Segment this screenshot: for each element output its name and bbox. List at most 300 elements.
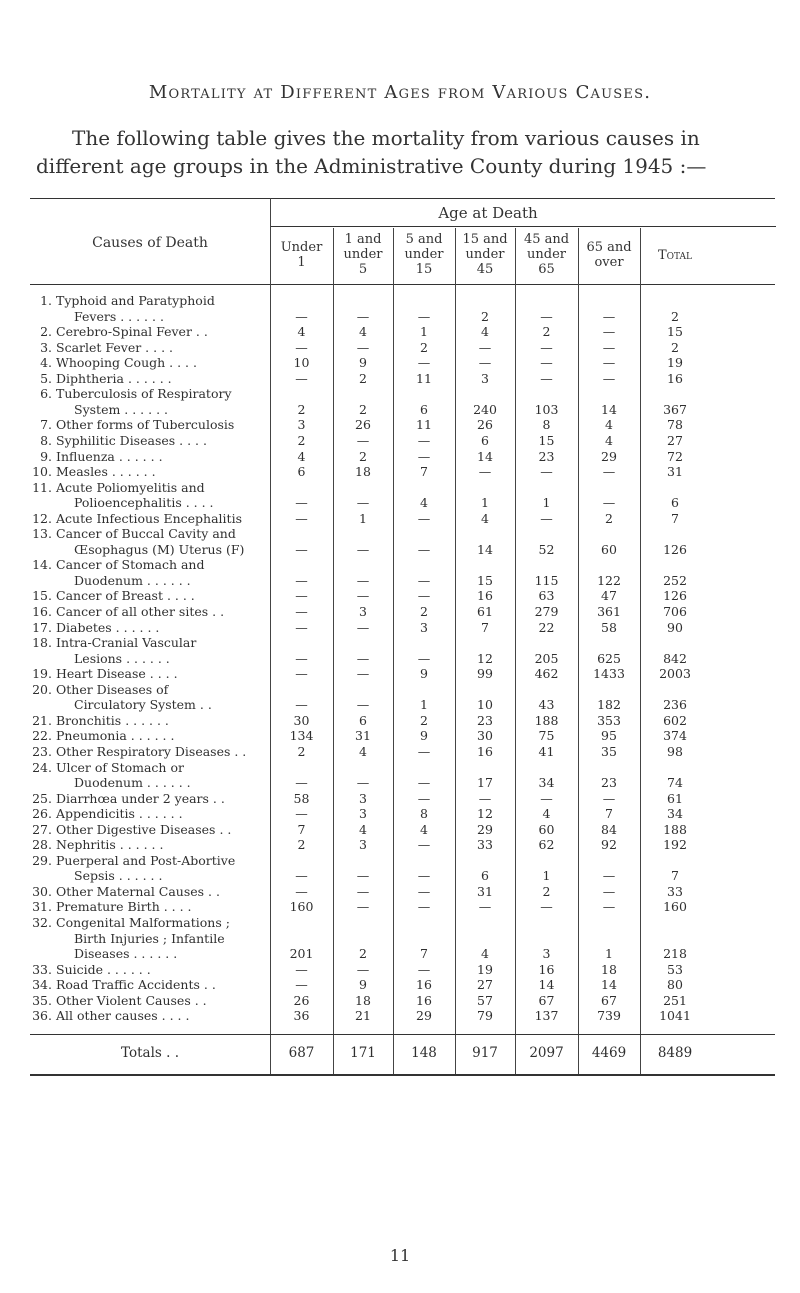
cause-label-line: Diabetes . . . . . . xyxy=(56,619,160,635)
value-cell: 27 xyxy=(667,432,683,448)
cause-number: 18. xyxy=(32,635,52,651)
total-cell: 917 xyxy=(472,1044,498,1061)
table-row xyxy=(30,417,800,433)
table-row xyxy=(30,386,800,417)
value-cell: — xyxy=(602,868,616,884)
value-cell: — xyxy=(602,370,616,386)
value-cell: — xyxy=(295,339,308,355)
value-cell: — xyxy=(540,510,553,526)
value-cell: 160 xyxy=(289,899,314,915)
value-cell: 16 xyxy=(667,370,683,386)
value-cell: 4 xyxy=(605,417,613,433)
value-cell: 29 xyxy=(416,1008,432,1024)
value-cell: — xyxy=(356,339,370,355)
value-cell: — xyxy=(540,790,553,806)
value-cell: 19 xyxy=(477,961,493,977)
value-cell: — xyxy=(417,432,431,448)
table-row xyxy=(30,449,800,465)
value-cell: — xyxy=(417,790,431,806)
cause-number: 13. xyxy=(32,526,52,542)
value-cell: 7 xyxy=(420,946,428,962)
value-cell: — xyxy=(295,977,308,993)
value-cell: 2 xyxy=(605,510,613,526)
cause-number: 22. xyxy=(32,728,52,744)
cause-number: 25. xyxy=(32,790,52,806)
value-cell: 57 xyxy=(477,992,493,1008)
value-cell: 2 xyxy=(542,883,551,899)
value-cell: 1 xyxy=(542,495,551,511)
value-cell: 4 xyxy=(605,432,613,448)
value-cell: 67 xyxy=(601,992,617,1008)
value-cell: 84 xyxy=(601,821,617,837)
value-cell: 2 xyxy=(359,448,367,464)
value-cell: 7 xyxy=(605,806,613,822)
cause-number: 35. xyxy=(32,992,52,1008)
value-cell: 35 xyxy=(601,743,617,759)
value-cell: — xyxy=(295,868,308,884)
cause-number: 27. xyxy=(32,821,52,837)
value-cell: 80 xyxy=(667,977,683,993)
cause-cell xyxy=(30,837,280,853)
value-cell: 23 xyxy=(538,448,555,464)
value-cell: 2 xyxy=(420,712,428,728)
value-cell: 43 xyxy=(538,697,555,713)
value-cell: 4 xyxy=(481,324,489,340)
value-cell: — xyxy=(295,604,308,619)
column-header-line: 15 xyxy=(415,262,433,277)
value-cell: 11 xyxy=(416,370,432,386)
value-cell: 8 xyxy=(542,417,551,433)
value-cell: 1433 xyxy=(593,666,625,682)
cause-number: 16. xyxy=(32,604,52,619)
value-cell: — xyxy=(356,619,370,635)
cause-number: 32. xyxy=(32,915,52,930)
page-title: Mortality at Different Ages from Various Causes. xyxy=(148,82,652,103)
value-cell: 2 xyxy=(297,837,306,853)
cause-label-line: Road Traffic Accidents . . xyxy=(56,977,216,993)
table-row xyxy=(30,822,800,838)
value-cell: — xyxy=(295,775,308,791)
cause-label-line: Acute Poliomyelitis and xyxy=(56,479,205,495)
value-cell: — xyxy=(356,697,370,713)
table-row xyxy=(30,915,800,962)
table-row xyxy=(30,728,800,744)
cause-label-line: Intra-Cranial Vascular xyxy=(56,635,197,651)
cause-label-line: Other Respiratory Diseases . . xyxy=(56,743,247,759)
table-row xyxy=(30,977,800,993)
value-cell: 103 xyxy=(534,401,559,417)
header-bottom-rule xyxy=(30,284,775,285)
cause-number: 9. xyxy=(40,448,52,464)
cause-label-line: Measles . . . . . . xyxy=(56,464,156,480)
intro-paragraph xyxy=(36,124,760,180)
table-row xyxy=(30,293,800,324)
value-cell: 192 xyxy=(663,837,687,853)
table-row xyxy=(30,744,800,760)
value-cell: 16 xyxy=(477,743,493,759)
cause-cell xyxy=(30,1008,280,1024)
table-row xyxy=(30,604,800,620)
cause-cell xyxy=(30,744,280,760)
table-top-rule xyxy=(30,198,775,199)
value-cell: — xyxy=(356,495,370,511)
table-bottom-rule xyxy=(30,1074,775,1076)
value-cell: — xyxy=(417,355,431,371)
value-cell: 26 xyxy=(477,417,493,433)
column-header-line: over xyxy=(594,255,624,270)
value-cell: 12 xyxy=(477,650,493,666)
value-cell: — xyxy=(295,572,308,588)
value-cell: — xyxy=(295,588,308,604)
value-cell: 60 xyxy=(538,821,555,837)
value-cell: 16 xyxy=(416,992,432,1008)
cause-number: 12. xyxy=(32,510,52,526)
value-cell: 14 xyxy=(601,401,617,417)
cause-label-line: Birth Injuries ; Infantile xyxy=(74,930,225,946)
value-cell: 160 xyxy=(663,899,687,915)
value-cell: — xyxy=(295,510,308,526)
value-cell: 47 xyxy=(601,588,617,604)
value-cell: 15 xyxy=(667,324,683,340)
value-cell: 4 xyxy=(359,324,367,340)
value-cell: — xyxy=(295,961,308,977)
cause-cell xyxy=(30,760,280,791)
value-cell: 29 xyxy=(601,448,617,464)
value-cell: — xyxy=(295,806,308,822)
value-cell: 14 xyxy=(477,448,493,464)
value-cell: — xyxy=(356,308,370,324)
value-cell: 15 xyxy=(538,432,555,448)
cause-cell xyxy=(30,526,280,557)
value-cell: 33 xyxy=(667,883,683,899)
value-cell: 15 xyxy=(477,572,493,588)
value-cell: 3 xyxy=(542,946,551,962)
value-cell: 2 xyxy=(297,401,306,417)
column-header-line: 45 and xyxy=(523,232,570,247)
causes-heading: Causes of Death xyxy=(92,235,208,251)
value-cell: 26 xyxy=(293,992,310,1008)
value-cell: 462 xyxy=(534,666,559,682)
value-cell: 9 xyxy=(359,355,367,371)
value-cell: 4 xyxy=(420,495,428,511)
value-cell: 218 xyxy=(663,946,687,962)
value-cell: 625 xyxy=(597,650,621,666)
intro-line-2: different age groups in the Administrative County during 1945 :— xyxy=(36,154,707,178)
column-header xyxy=(393,232,455,277)
cause-number: 30. xyxy=(32,883,52,899)
cause-label-line: System . . . . . . xyxy=(74,401,168,417)
value-cell: 6 xyxy=(359,712,367,728)
cause-number: 21. xyxy=(32,712,52,728)
value-cell: — xyxy=(417,588,431,604)
cause-cell xyxy=(30,449,280,465)
value-cell: 4 xyxy=(481,510,489,526)
cause-number: 28. xyxy=(32,837,52,853)
cause-label-line: Polioencephalitis . . . . xyxy=(74,495,214,511)
value-cell: — xyxy=(602,495,616,511)
value-cell: 6 xyxy=(297,464,306,480)
cause-cell xyxy=(30,557,280,588)
value-cell: 367 xyxy=(663,401,687,417)
table-row xyxy=(30,371,800,387)
value-cell: — xyxy=(295,308,308,324)
table-row xyxy=(30,899,800,915)
column-header-line: 1 xyxy=(297,255,306,270)
value-cell: 11 xyxy=(416,417,432,433)
cause-cell xyxy=(30,480,280,511)
value-cell: — xyxy=(417,510,431,526)
table-row xyxy=(30,760,800,791)
total-cell: 4469 xyxy=(591,1044,627,1061)
value-cell: 53 xyxy=(667,961,683,977)
cause-cell xyxy=(30,728,280,744)
value-cell: 1 xyxy=(481,495,489,511)
cause-label-line: Nephritis . . . . . . xyxy=(56,837,164,853)
cause-number: 19. xyxy=(32,666,52,682)
value-cell: 2 xyxy=(359,946,367,962)
cause-number: 36. xyxy=(32,1008,52,1024)
cause-label-line: Heart Disease . . . . xyxy=(56,666,178,682)
cause-label-line: Puerperal and Post-Abortive xyxy=(56,852,236,868)
cause-label-line: Other forms of Tuberculosis xyxy=(56,417,235,433)
cause-number: 34. xyxy=(32,977,52,993)
value-cell: 122 xyxy=(597,572,621,588)
total-cell: 148 xyxy=(411,1044,437,1061)
value-cell: 1 xyxy=(420,324,428,340)
value-cell: 58 xyxy=(601,619,617,635)
value-cell: 182 xyxy=(597,697,621,713)
value-cell: — xyxy=(602,790,616,806)
value-cell: — xyxy=(417,541,431,557)
value-cell: 18 xyxy=(355,992,371,1008)
value-cell: — xyxy=(417,650,431,666)
value-cell: 62 xyxy=(538,837,555,853)
table-row xyxy=(30,588,800,604)
cause-label-line: Other Diseases of xyxy=(56,681,169,697)
table-row xyxy=(30,526,800,557)
value-cell: 16 xyxy=(538,961,555,977)
value-cell: 14 xyxy=(477,541,493,557)
value-cell: 353 xyxy=(597,712,621,728)
column-header-line: 65 and xyxy=(586,240,632,255)
value-cell: — xyxy=(356,961,370,977)
value-cell: — xyxy=(417,883,431,899)
value-cell: 3 xyxy=(420,619,428,635)
value-cell: 4 xyxy=(481,946,489,962)
value-cell: 134 xyxy=(289,728,314,744)
value-cell: — xyxy=(417,308,431,324)
cause-cell xyxy=(30,588,280,604)
value-cell: 3 xyxy=(359,790,367,806)
value-cell: 126 xyxy=(663,588,687,604)
value-cell: 6 xyxy=(481,432,489,448)
value-cell: — xyxy=(602,464,616,480)
total-cell: 171 xyxy=(350,1044,376,1061)
value-cell: 6 xyxy=(420,401,428,417)
value-cell: 22 xyxy=(538,619,555,635)
value-cell: 14 xyxy=(538,977,555,993)
value-cell: 8 xyxy=(420,806,428,822)
cause-label-line: Other Maternal Causes . . xyxy=(56,883,220,899)
cause-cell xyxy=(30,899,280,915)
value-cell: 31 xyxy=(667,464,683,480)
column-header-line: Under xyxy=(280,240,323,255)
value-cell: 4 xyxy=(297,324,306,340)
value-cell: 3 xyxy=(481,370,489,386)
column-header-line: under xyxy=(527,247,566,262)
value-cell: 14 xyxy=(601,977,617,993)
value-cell: 33 xyxy=(477,837,493,853)
table-row xyxy=(30,557,800,588)
cause-number: 26. xyxy=(32,806,52,822)
column-header xyxy=(455,232,515,277)
value-cell: — xyxy=(602,339,616,355)
value-cell: 2 xyxy=(420,604,428,619)
value-cell: — xyxy=(295,666,308,682)
cause-cell xyxy=(30,977,280,993)
cause-cell xyxy=(30,511,280,527)
value-cell: — xyxy=(540,355,553,371)
value-cell: 99 xyxy=(477,666,493,682)
cause-label-line: Duodenum . . . . . . xyxy=(74,572,191,588)
cause-number: 6. xyxy=(40,386,52,402)
table-row xyxy=(30,355,800,371)
value-cell: — xyxy=(417,868,431,884)
cause-label-line: Fevers . . . . . . xyxy=(74,308,164,324)
value-cell: 21 xyxy=(355,1008,371,1024)
value-cell: — xyxy=(295,697,308,713)
age-heading-rule xyxy=(270,226,776,227)
value-cell: 739 xyxy=(597,1008,621,1024)
value-cell: 4 xyxy=(359,821,367,837)
value-cell: — xyxy=(478,355,492,371)
value-cell: 1 xyxy=(359,510,367,526)
value-cell: 18 xyxy=(355,464,371,480)
value-cell: — xyxy=(356,868,370,884)
value-cell: — xyxy=(356,432,370,448)
value-cell: — xyxy=(356,572,370,588)
table-row xyxy=(30,962,800,978)
value-cell: — xyxy=(417,899,431,915)
cause-cell xyxy=(30,666,280,682)
value-cell: 17 xyxy=(477,775,493,791)
table-row xyxy=(30,620,800,636)
column-header xyxy=(515,232,578,277)
column-header xyxy=(333,232,393,277)
value-cell: 74 xyxy=(667,775,683,791)
value-cell: 36 xyxy=(293,1008,310,1024)
value-cell: 30 xyxy=(477,728,493,744)
value-cell: 72 xyxy=(667,448,683,464)
cause-cell xyxy=(30,464,280,480)
cause-cell xyxy=(30,915,280,962)
value-cell: 7 xyxy=(671,868,679,884)
value-cell: 18 xyxy=(601,961,617,977)
page-number: 11 xyxy=(389,1246,411,1265)
value-cell: 7 xyxy=(481,619,489,635)
cause-label-line: Diarrhœa under 2 years . . xyxy=(56,790,225,806)
value-cell: — xyxy=(295,883,308,899)
value-cell: — xyxy=(602,899,616,915)
table-row xyxy=(30,433,800,449)
value-cell: 361 xyxy=(597,604,621,619)
cause-number: 17. xyxy=(32,619,52,635)
total-cell: 8489 xyxy=(657,1044,693,1061)
value-cell: — xyxy=(602,883,616,899)
value-cell: 4 xyxy=(297,448,306,464)
value-cell: 1041 xyxy=(659,1008,691,1024)
total-cell: 687 xyxy=(288,1044,315,1061)
table-row xyxy=(30,635,800,666)
cause-number: 8. xyxy=(40,432,52,448)
value-cell: 26 xyxy=(355,417,371,433)
column-header xyxy=(640,248,710,263)
value-cell: 58 xyxy=(293,790,310,806)
cause-cell xyxy=(30,386,280,417)
value-cell: 2 xyxy=(671,308,679,324)
value-cell: 19 xyxy=(667,355,683,371)
cause-label-line: Tuberculosis of Respiratory xyxy=(56,386,232,402)
cause-label-line: Sepsis . . . . . . xyxy=(74,868,163,884)
value-cell: 61 xyxy=(477,604,493,619)
cause-number: 5. xyxy=(40,370,52,386)
value-cell: — xyxy=(356,541,370,557)
column-header xyxy=(270,240,333,270)
value-cell: 706 xyxy=(663,604,687,619)
column-header-line: Total xyxy=(657,248,693,263)
value-cell: 2 xyxy=(297,432,306,448)
value-cell: 2 xyxy=(297,743,306,759)
value-cell: — xyxy=(540,339,553,355)
column-header-line: under xyxy=(343,247,383,262)
value-cell: 126 xyxy=(663,541,687,557)
value-cell: — xyxy=(478,790,492,806)
table-row xyxy=(30,853,800,884)
cause-label-line: Diphtheria . . . . . . xyxy=(56,370,172,386)
cause-cell xyxy=(30,604,280,620)
value-cell: 252 xyxy=(663,572,687,588)
cause-label-line: Congenital Malformations ; xyxy=(56,915,230,930)
value-cell: — xyxy=(356,775,370,791)
value-cell: — xyxy=(602,324,616,340)
table-row xyxy=(30,713,800,729)
value-cell: 188 xyxy=(534,712,559,728)
table-row xyxy=(30,837,800,853)
table-row xyxy=(30,993,800,1009)
value-cell: 41 xyxy=(538,743,555,759)
cause-label-line: Ulcer of Stomach or xyxy=(56,759,184,775)
column-header-line: 1 and xyxy=(344,232,382,247)
value-cell: 92 xyxy=(601,837,617,853)
value-cell: 10 xyxy=(477,697,493,713)
value-cell: 2 xyxy=(481,308,489,324)
table-row xyxy=(30,340,800,356)
value-cell: — xyxy=(356,588,370,604)
cause-label-line: Acute Infectious Encephalitis xyxy=(56,510,242,526)
cause-label-line: Typhoid and Paratyphoid xyxy=(56,293,215,308)
value-cell: 34 xyxy=(538,775,555,791)
cause-label-line: Suicide . . . . . . xyxy=(56,961,151,977)
cause-number: 2. xyxy=(40,324,52,340)
cause-cell xyxy=(30,682,280,713)
cause-label-line: Syphilitic Diseases . . . . xyxy=(56,432,207,448)
cause-cell xyxy=(30,713,280,729)
value-cell: — xyxy=(478,339,492,355)
value-cell: — xyxy=(417,837,431,853)
cause-cell xyxy=(30,417,280,433)
value-cell: 374 xyxy=(663,728,687,744)
intro-line-1: The following table gives the mortality from various causes in xyxy=(72,126,700,150)
